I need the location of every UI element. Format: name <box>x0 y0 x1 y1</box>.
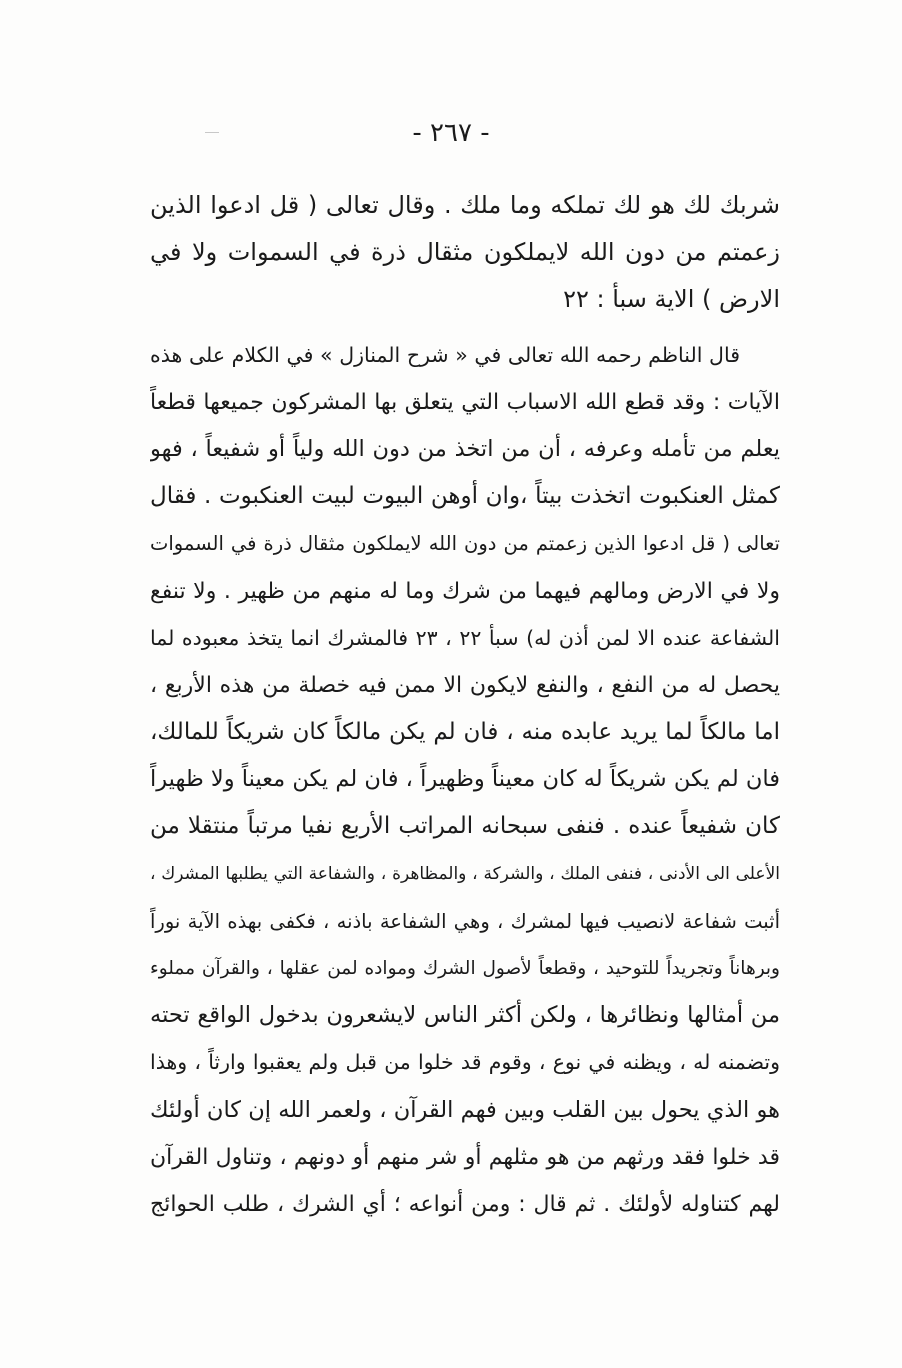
text-line: قال الناظم رحمه الله تعالى في « شرح المنازل » في الكلام على هذه <box>150 342 740 367</box>
paragraph-gap <box>150 324 780 332</box>
body-text <box>150 182 780 1228</box>
text-line: يحصل له من النفع ، والنفع لايكون الا ممن فيه خصلة من هذه الأربع ، <box>150 672 780 698</box>
text-line: أثبت شفاعة لانصيب فيها لمشرك ، وهي الشفاعة باذنه ، فكفى بهذه الآية نوراً <box>150 909 780 933</box>
text-line: كان شفيعاً عنده . فنفى سبحانه المراتب الأربع نفيا مرتباً منتقلا من <box>150 813 780 840</box>
text-line: تعالى ( قل ادعوا الذين زعمتم من دون الله لايملكون مثقال ذرة في السموات <box>150 532 780 556</box>
paragraph-1 <box>150 182 780 324</box>
text-line: من أمثالها ونظائرها ، ولكن أكثر الناس لايشعرون بدخول الواقع تحته <box>150 1002 780 1029</box>
page-number: - ٢٦٧ - <box>412 118 490 148</box>
text-line: وبرهاناً وتجريداً للتوحيد ، وقطعاً لأصول الشرك ومواده لمن عقلها ، والقرآن مملوء <box>150 958 780 979</box>
text-line: فان لم يكن شريكاً له كان معيناً وظهيراً ، فان لم يكن معيناً ولا ظهيراً <box>150 766 780 793</box>
text-line: الشفاعة عنده الا لمن أذن له) سبأ ٢٢ ، ٢٣ فالمشرك انما يتخذ معبوده لما <box>150 625 780 650</box>
text-line: اما مالكاً لما يريد عابده منه ، فان لم يكن مالكاً كان شريكاً للمالك، <box>150 719 780 746</box>
text-line: يعلم من تأمله وعرفه ، أن من اتخذ من دون الله ولياً أو شفيعاً ، فهو <box>150 435 780 462</box>
text-line: هو الذي يحول بين القلب وبين فهم القرآن ، ولعمر الله إن كان أولئك <box>150 1096 780 1123</box>
text-line: ولا في الارض ومالهم فيهما من شرك وما له منهم من ظهير . ولا تنفع <box>150 578 780 604</box>
text-line: لهم كتناوله لأولئك . ثم قال : ومن أنواعه ؛ أي الشرك ، طلب الحوائج <box>150 1191 780 1217</box>
paragraph-2 <box>150 332 780 1229</box>
text-line: وتضمنه له ، ويظنه في نوع ، وقوم قد خلوا من قبل ولم يعقبوا وارثاً ، وهذا <box>150 1050 780 1075</box>
text-line: قد خلوا فقد ورثهم من هو مثلهم أو شر منهم أو دونهم ، وتناول القرآن <box>150 1144 780 1170</box>
text-line: الارض ) الاية سبأ : ٢٢ <box>563 285 780 314</box>
text-line: شربك لك هو لك تملكه وما ملك . وقال تعالى ( قل ادعوا الذين <box>150 191 780 219</box>
text-line: زعمتم من دون الله لايملكون مثقال ذرة في السموات ولا في <box>150 238 780 267</box>
text-line: الآيات : وقد قطع الله الاسباب التي يتعلق بها المشركون جميعها قطعاً <box>150 389 780 415</box>
text-line: كمثل العنكبوت اتخذت بيتاً ،وان أوهن البيوت لبيت العنكبوت . فقال <box>150 483 780 510</box>
text-line: الأعلى الى الأدنى ، فنفى الملك ، والشركة ، والمظاهرة ، والشفاعة التي يطلبها المشرك ، <box>150 863 780 884</box>
